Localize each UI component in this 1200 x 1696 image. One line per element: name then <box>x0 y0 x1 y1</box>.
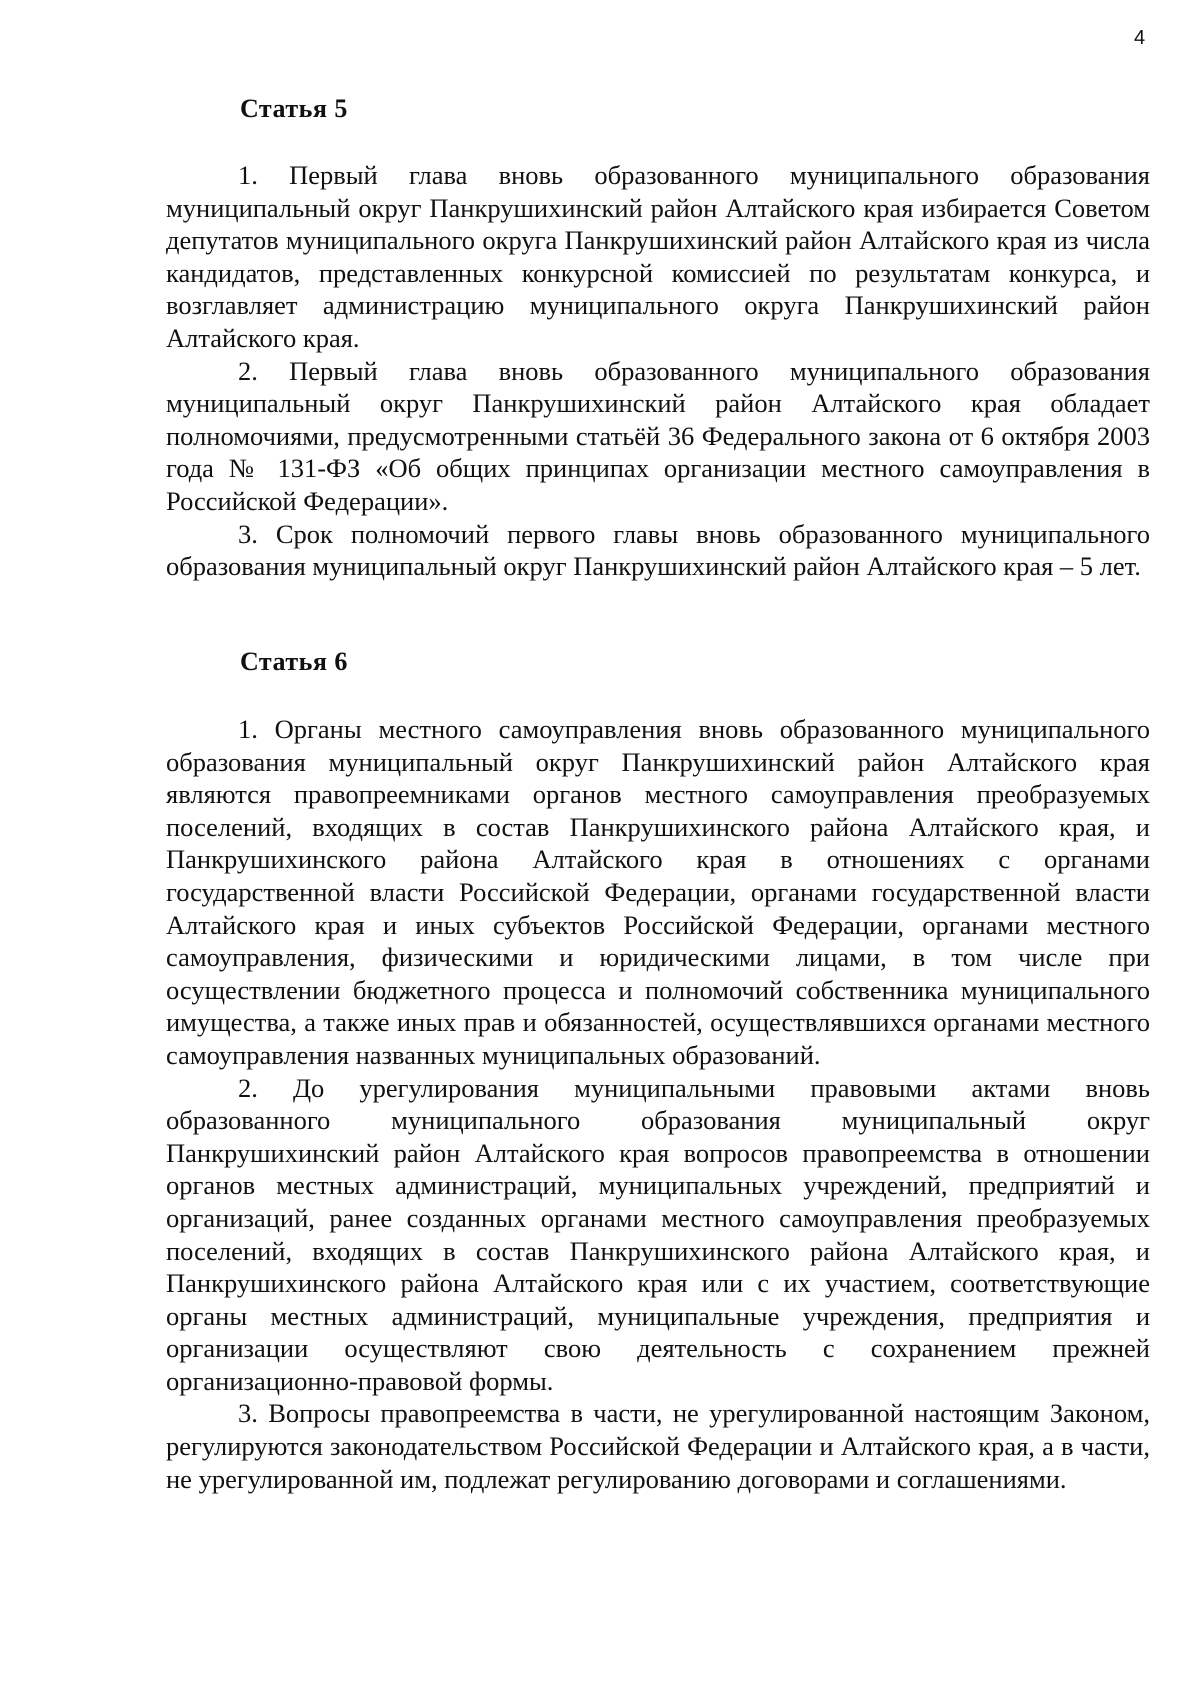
article-5-paragraph-1: 1. Первый глава вновь образованного муниципального образования муниципальный округ Панкрушихинский район Алтайского края избирается Советом депутатов муниципального округа Панкрушихинский район Алтайского края из числа кандидатов, представленных конкурсной комиссией по результатам конкурса, и возглавляет администрацию муниципального округа Панкрушихинский район Алтайского края. <box>166 160 1150 353</box>
article-5-paragraph-2: 2. Первый глава вновь образованного муниципального образования муниципальный округ Панкрушихинский район Алтайского края обладает полномочиями, предусмотренными статьёй 36 Федерального закона от 6 октября 2003 года № 131-ФЗ «Об общих принципах организации местного самоуправления в Российской Федерации». <box>166 355 1150 516</box>
article-6-paragraph-2: 2. До урегулирования муниципальными правовыми актами вновь образованного муниципального образования муниципальный округ Панкрушихинский район Алтайского края вопросов правопреемства в отношении органов местных администраций, муниципальных учреждений, предприятий и организаций, ранее созданных органами местного самоуправления преобразуемых поселений, входящих в состав Панкрушихинского района Алтайского края, и Панкрушихинского района Алтайского края или с их участием, соответствующие органы местных администраций, муниципальные учреждения, предприятия и организации осуществляют свою деятельность с сохранением прежней организационно-правовой формы. <box>166 1072 1150 1396</box>
article-6-body <box>166 713 1150 1495</box>
article-5-body <box>166 159 1150 583</box>
page-number: 4 <box>1134 27 1146 49</box>
article-6-paragraph-3: 3. Вопросы правопреемства в части, не урегулированной настоящим Законом, регулируются законодательством Российской Федерации и Алтайского края, а в части, не урегулированной им, подлежат регулированию договорами и соглашениями. <box>166 1398 1150 1494</box>
article-6-paragraph-1: 1. Органы местного самоуправления вновь образованного муниципального образования муниципальный округ Панкрушихинский район Алтайского края являются правопреемниками органов местного самоуправления преобразуемых поселений, входящих в состав Панкрушихинского района Алтайского края, и Панкрушихинского района Алтайского края в отношениях с органами государственной власти Российской Федерации, органами государственной власти Алтайского края и иных субъектов Российской Федерации, органами местного самоуправления, физическими и юридическими лицами, в том числе при осуществлении бюджетного процесса и полномочий собственника муниципального имущества, а также иных прав и обязанностей, осуществлявшихся органами местного самоуправления названных муниципальных образований. <box>166 714 1150 1070</box>
article-5-paragraph-3: 3. Срок полномочий первого главы вновь образованного муниципального образования муниципальный округ Панкрушихинский район Алтайского края – 5 лет. <box>166 518 1150 582</box>
article-6-heading: Статья 6 <box>240 647 348 676</box>
article-5-heading: Статья 5 <box>240 94 348 123</box>
